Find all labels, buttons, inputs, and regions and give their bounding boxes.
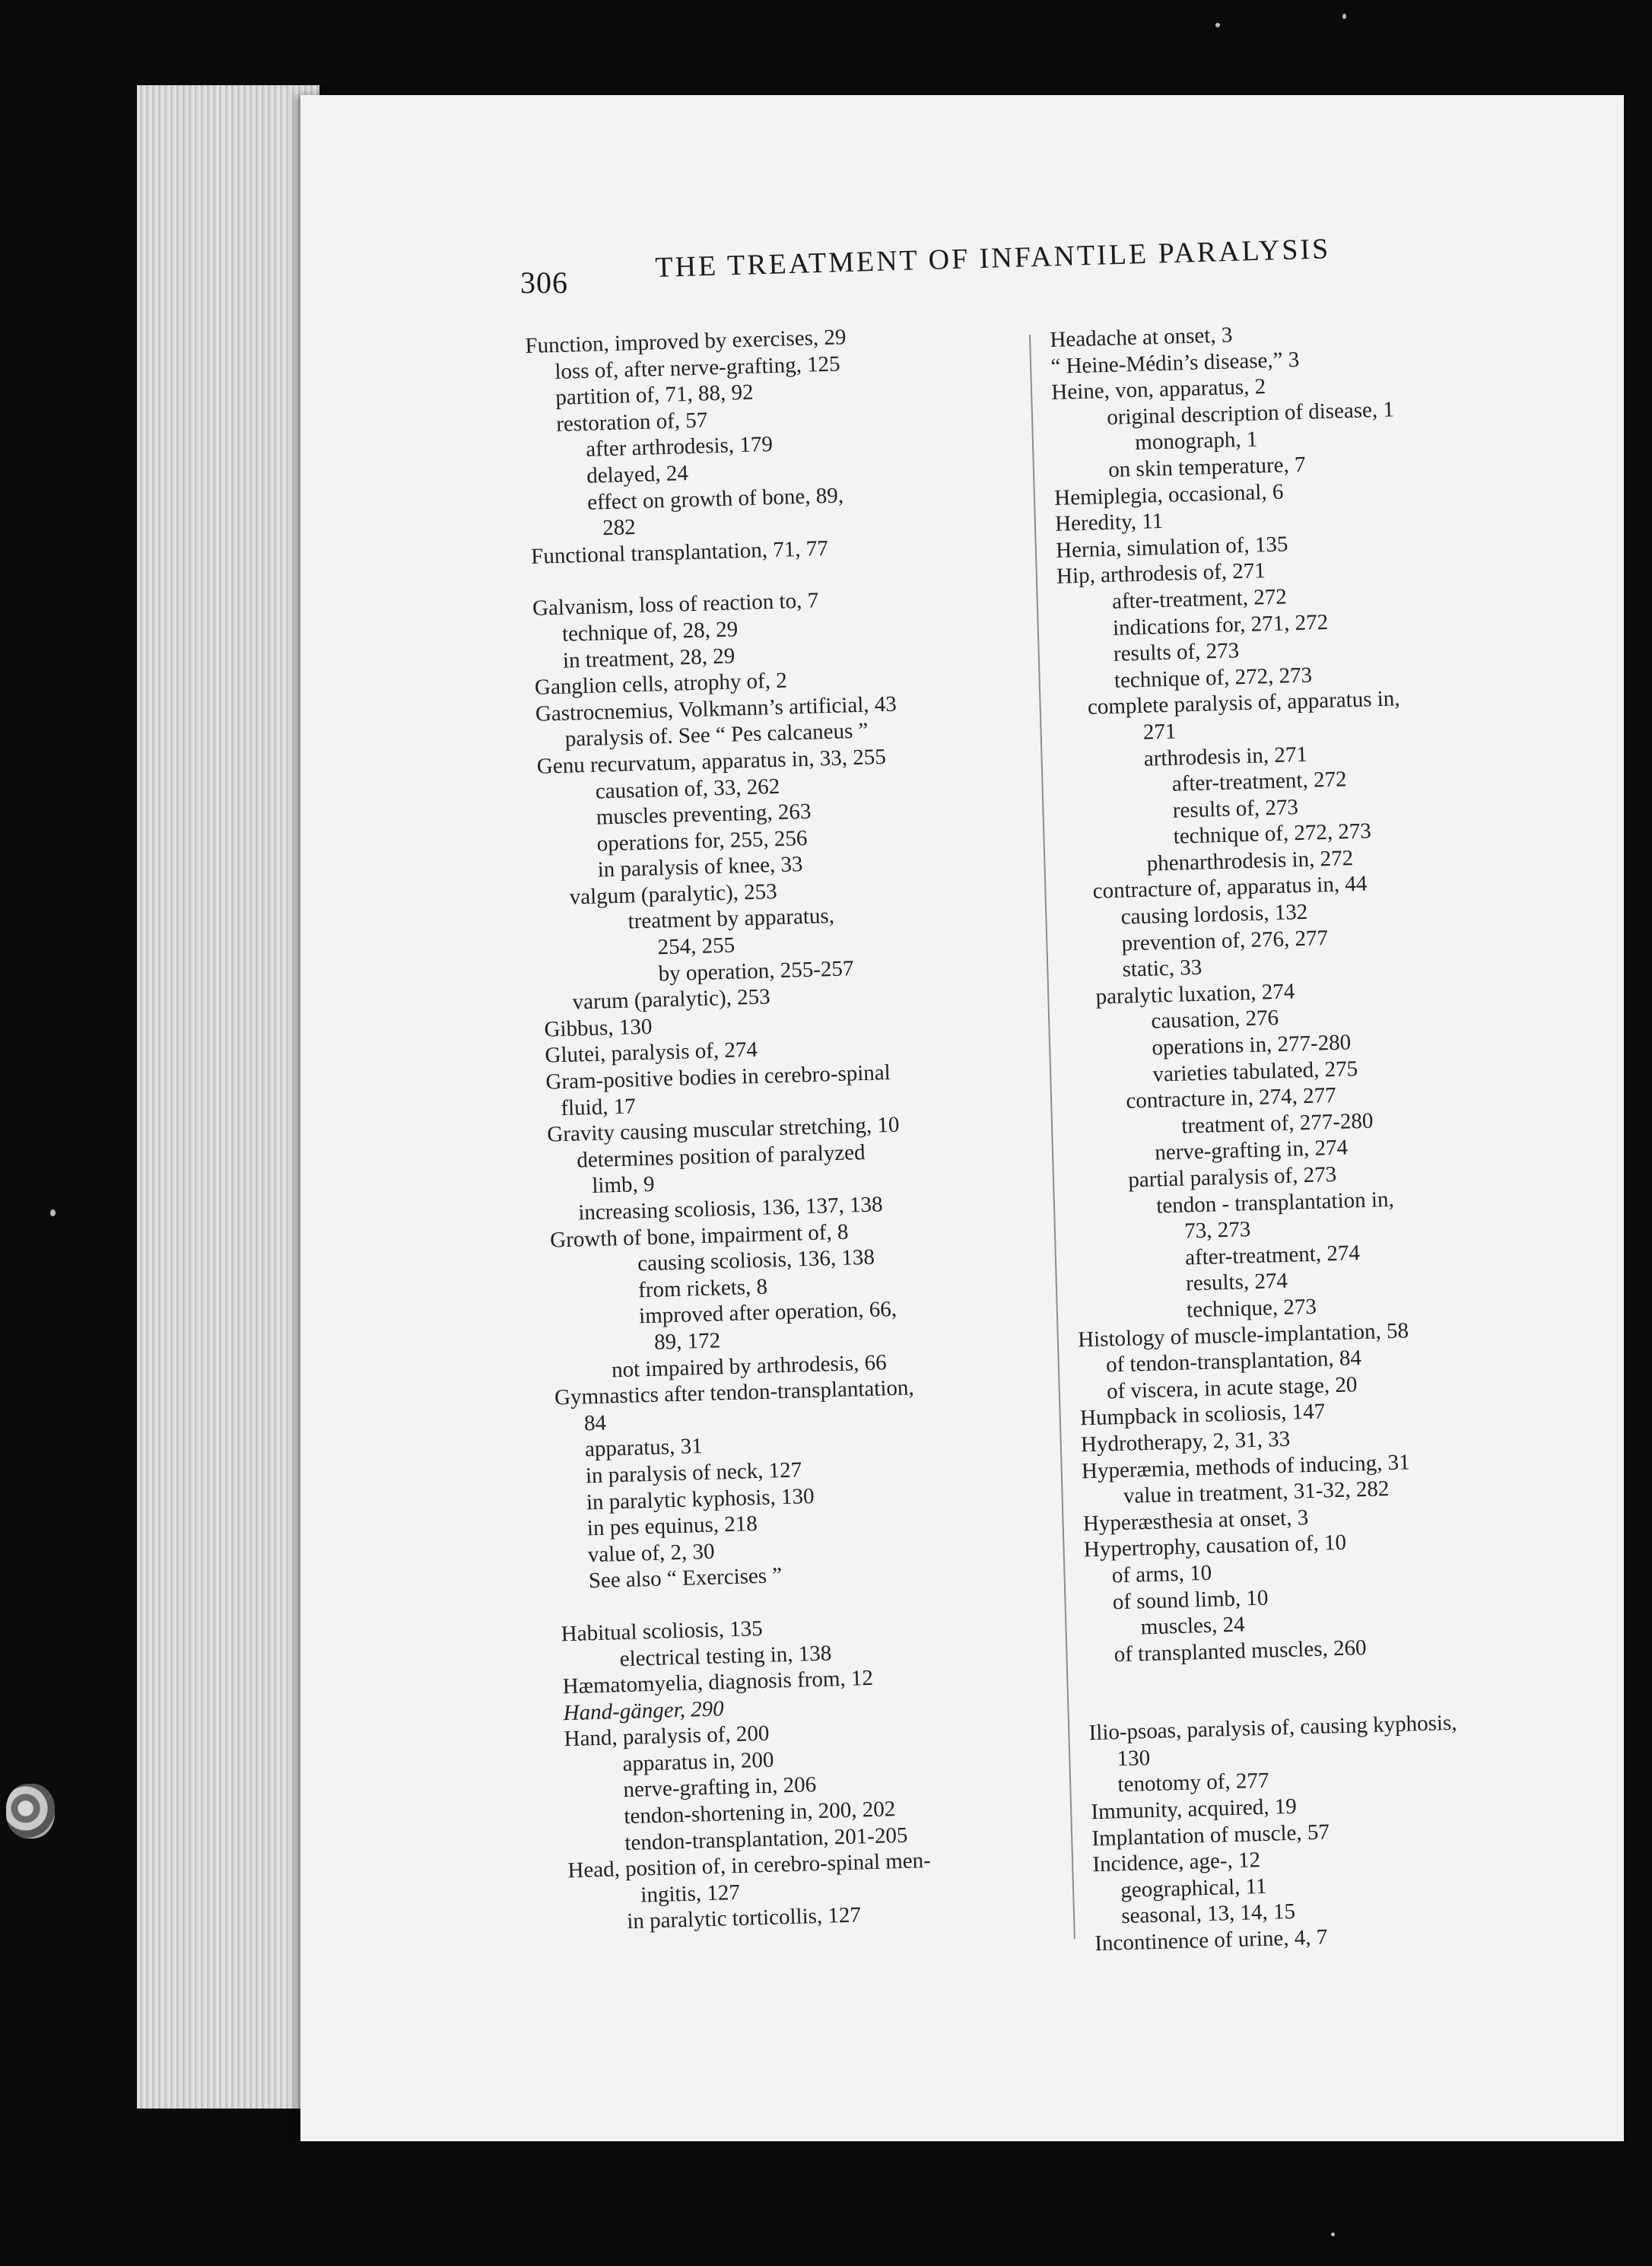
index-entry: See also “ Exercises ” (588, 1563, 783, 1594)
index-entry: contracture of, apparatus in, 44 (1092, 872, 1368, 904)
index-entry: Incontinence of urine, 4, 7 (1094, 1924, 1328, 1956)
index-column-right (1050, 312, 1628, 1956)
index-entry: effect on growth of bone, 89, (586, 482, 844, 515)
index-entry: Genu recurvatum, apparatus in, 33, 255 (536, 744, 887, 779)
index-entry: Functional transplantation, 71, 77 (530, 536, 829, 569)
index-entry: after-treatment, 272 (1171, 767, 1347, 796)
index-entry: 89, 172 (653, 1328, 721, 1355)
index-entry: monograph, 1 (1134, 427, 1258, 456)
index-entry: Hypertrophy, causation of, 10 (1083, 1530, 1347, 1562)
index-entry: varieties tabulated, 275 (1152, 1056, 1358, 1087)
index-entry: “ Heine-Médin’s disease,” 3 (1050, 347, 1300, 379)
index-entry: Ilio-psoas, paralysis of, causing kyphosis, (1088, 1711, 1457, 1746)
index-entry: in paralytic kyphosis, 130 (586, 1483, 815, 1514)
index-entry: Hæmatomyelia, diagnosis from, 12 (562, 1666, 874, 1699)
index-entry: technique of, 272, 273 (1173, 818, 1372, 849)
index-entry: from rickets, 8 (637, 1274, 768, 1303)
index-entry: 271 (1142, 719, 1177, 745)
index-entry: by operation, 255-257 (658, 955, 854, 987)
index-entry: Hemiplegia, occasional, 6 (1053, 479, 1284, 510)
index-entry: treatment of, 277-280 (1180, 1108, 1374, 1139)
dust-speck (1342, 14, 1346, 19)
index-entry: Gastrocnemius, Volkmann’s artificial, 43 (535, 691, 897, 726)
index-entry: Glutei, paralysis of, 274 (545, 1038, 758, 1069)
index-entry: nerve-grafting in, 274 (1154, 1135, 1349, 1165)
index-entry: Growth of bone, impairment of, 8 (549, 1219, 849, 1253)
index-entry: Heine, von, apparatus, 2 (1050, 374, 1266, 405)
index-entry: tendon - transplantation in, (1155, 1187, 1395, 1219)
index-entry: Habitual scoliosis, 135 (561, 1616, 764, 1647)
index-entry: Gravity causing muscular stretching, 10 (546, 1112, 900, 1147)
index-entry: Gymnastics after tendon-transplantation, (554, 1375, 915, 1410)
index-entry: Hyperæsthesia at onset, 3 (1082, 1505, 1309, 1537)
index-entry: Hand-gänger, 290 (563, 1696, 725, 1725)
index-entry: geographical, 11 (1120, 1874, 1267, 1903)
index-entry: after-treatment, 274 (1184, 1240, 1361, 1270)
index-entry: treatment by apparatus, (627, 904, 835, 934)
index-entry: contracture in, 274, 277 (1126, 1083, 1337, 1114)
index-entry: 282 (602, 515, 637, 541)
index-entry: Hydrotherapy, 2, 31, 33 (1080, 1426, 1291, 1457)
index-entry: Hernia, simulation of, 135 (1055, 532, 1288, 563)
index-entry: ingitis, 127 (640, 1880, 741, 1908)
index-entry: Implantation of muscle, 57 (1091, 1819, 1330, 1851)
index-entry: Function, improved by exercises, 29 (525, 325, 847, 358)
index-entry: partial paralysis of, 273 (1127, 1162, 1337, 1193)
index-entry: determines position of paralyzed (576, 1139, 866, 1173)
index-entry: 130 (1117, 1745, 1151, 1772)
index-entry: results of, 273 (1113, 638, 1240, 666)
dust-speck (1215, 23, 1220, 27)
index-entry: Hip, arthrodesis of, 271 (1056, 558, 1266, 590)
index-entry: in paralysis of neck, 127 (585, 1457, 802, 1489)
index-entry: muscles preventing, 263 (596, 799, 812, 830)
index-entry: Gram-positive bodies in cerebro-spinal (545, 1060, 891, 1095)
index-entry: nerve-grafting in, 206 (623, 1772, 817, 1803)
index-entry: 84 (583, 1410, 607, 1436)
index-entry: increasing scoliosis, 136, 137, 138 (577, 1192, 883, 1225)
dust-speck (1331, 2233, 1335, 2236)
index-entry: delayed, 24 (586, 461, 689, 488)
index-entry: fluid, 17 (561, 1093, 637, 1120)
index-entry: operations for, 255, 256 (596, 825, 808, 857)
index-entry: seasonal, 13, 14, 15 (1120, 1899, 1296, 1929)
index-entry: phenarthrodesis in, 272 (1146, 846, 1354, 876)
index-entry: Gibbus, 130 (544, 1014, 653, 1042)
index-entry: tenotomy of, 277 (1117, 1769, 1269, 1797)
index-entry: loss of, after nerve-grafting, 125 (554, 351, 840, 384)
index-entry: Hyperæmia, methods of inducing, 31 (1081, 1449, 1411, 1483)
index-entry: in treatment, 28, 29 (562, 643, 735, 673)
index-entry: operations in, 277-280 (1152, 1030, 1352, 1060)
index-entry: on skin temperature, 7 (1107, 452, 1306, 482)
index-entry: value of, 2, 30 (587, 1539, 715, 1568)
index-entry: Galvanism, loss of reaction to, 7 (532, 588, 819, 621)
index-entry: Headache at onset, 3 (1050, 323, 1233, 352)
index-entry: apparatus, 31 (584, 1434, 704, 1462)
index-entry: complete paralysis of, apparatus in, (1087, 686, 1400, 720)
index-entry: causing scoliosis, 136, 138 (637, 1244, 875, 1276)
index-entry: of sound limb, 10 (1112, 1585, 1269, 1614)
index-entry: causing lordosis, 132 (1120, 899, 1308, 930)
index-entry: of viscera, in acute stage, 20 (1106, 1372, 1358, 1404)
index-entry: 73, 273 (1183, 1217, 1251, 1244)
index-entry: original description of disease, 1 (1106, 397, 1395, 430)
index-entry: technique of, 272, 273 (1114, 663, 1313, 693)
index-entry: value in treatment, 31-32, 282 (1123, 1476, 1390, 1509)
index-entry: varum (paralytic), 253 (572, 984, 771, 1015)
index-entry: 254, 255 (657, 933, 735, 960)
index-entry: arthrodesis in, 271 (1143, 742, 1308, 771)
index-entry: tendon-transplantation, 201-205 (624, 1823, 908, 1855)
index-entry: in pes equinus, 218 (586, 1511, 758, 1541)
page-number: 306 (520, 265, 568, 300)
dust-speck (50, 1209, 56, 1216)
index-entry: Humpback in scoliosis, 147 (1079, 1399, 1326, 1431)
index-entry: muscles, 24 (1140, 1612, 1246, 1640)
index-entry: Ganglion cells, atrophy of, 2 (534, 668, 788, 700)
index-entry: limb, 9 (591, 1172, 655, 1199)
index-entry: valgum (paralytic), 253 (569, 879, 778, 910)
index-entry: Histology of muscle-implantation, 58 (1077, 1317, 1409, 1352)
index-entry: in paralytic torticollis, 127 (626, 1902, 862, 1934)
index-entry: causation of, 33, 262 (595, 774, 780, 804)
index-entry: Hand, paralysis of, 200 (564, 1721, 770, 1752)
index-entry: paralytic luxation, 274 (1095, 979, 1295, 1009)
index-entry: in paralysis of knee, 33 (597, 852, 803, 882)
index-entry: technique, 273 (1186, 1294, 1317, 1323)
book-page-edges (137, 85, 319, 2109)
index-entry: Immunity, acquired, 19 (1091, 1794, 1298, 1825)
index-entry: of arms, 10 (1111, 1560, 1212, 1588)
index-column-left (525, 318, 1102, 1937)
running-head: THE TREATMENT OF INFANTILE PARALYSIS (654, 233, 1331, 284)
index-entry: paralysis of. See “ Pes calcaneus ” (564, 718, 869, 752)
index-entry: results of, 273 (1172, 794, 1299, 823)
index-entry: prevention of, 276, 277 (1121, 925, 1329, 956)
index-entry: restoration of, 57 (555, 408, 708, 437)
index-entry: partition of, 71, 88, 92 (554, 380, 754, 411)
index-entry: after arthrodesis, 179 (585, 432, 774, 462)
decorative-seal-icon (6, 1784, 55, 1839)
index-entry: technique of, 28, 29 (561, 617, 739, 647)
index-entry: of tendon-transplantation, 84 (1105, 1346, 1362, 1378)
index-entry: improved after operation, 66, (638, 1297, 897, 1329)
index-entry: Incidence, age-, 12 (1092, 1848, 1261, 1877)
index-entry: Head, position of, in cerebro-spinal men- (567, 1848, 932, 1883)
index-entry: results, 274 (1185, 1269, 1288, 1296)
index-entry: static, 33 (1122, 955, 1202, 982)
index-entry: tendon-shortening in, 200, 202 (624, 1797, 896, 1829)
index-entry: Heredity, 11 (1054, 509, 1164, 537)
index-entry: apparatus in, 200 (622, 1747, 774, 1777)
index-entry: of transplanted muscles, 260 (1114, 1635, 1367, 1667)
index-entry: indications for, 271, 272 (1112, 609, 1329, 640)
index-entry: causation, 276 (1151, 1006, 1279, 1034)
index-entry: not impaired by arthrodesis, 66 (611, 1349, 888, 1382)
index-entry: electrical testing in, 138 (619, 1640, 832, 1671)
index-entry: after-treatment, 272 (1111, 584, 1288, 614)
